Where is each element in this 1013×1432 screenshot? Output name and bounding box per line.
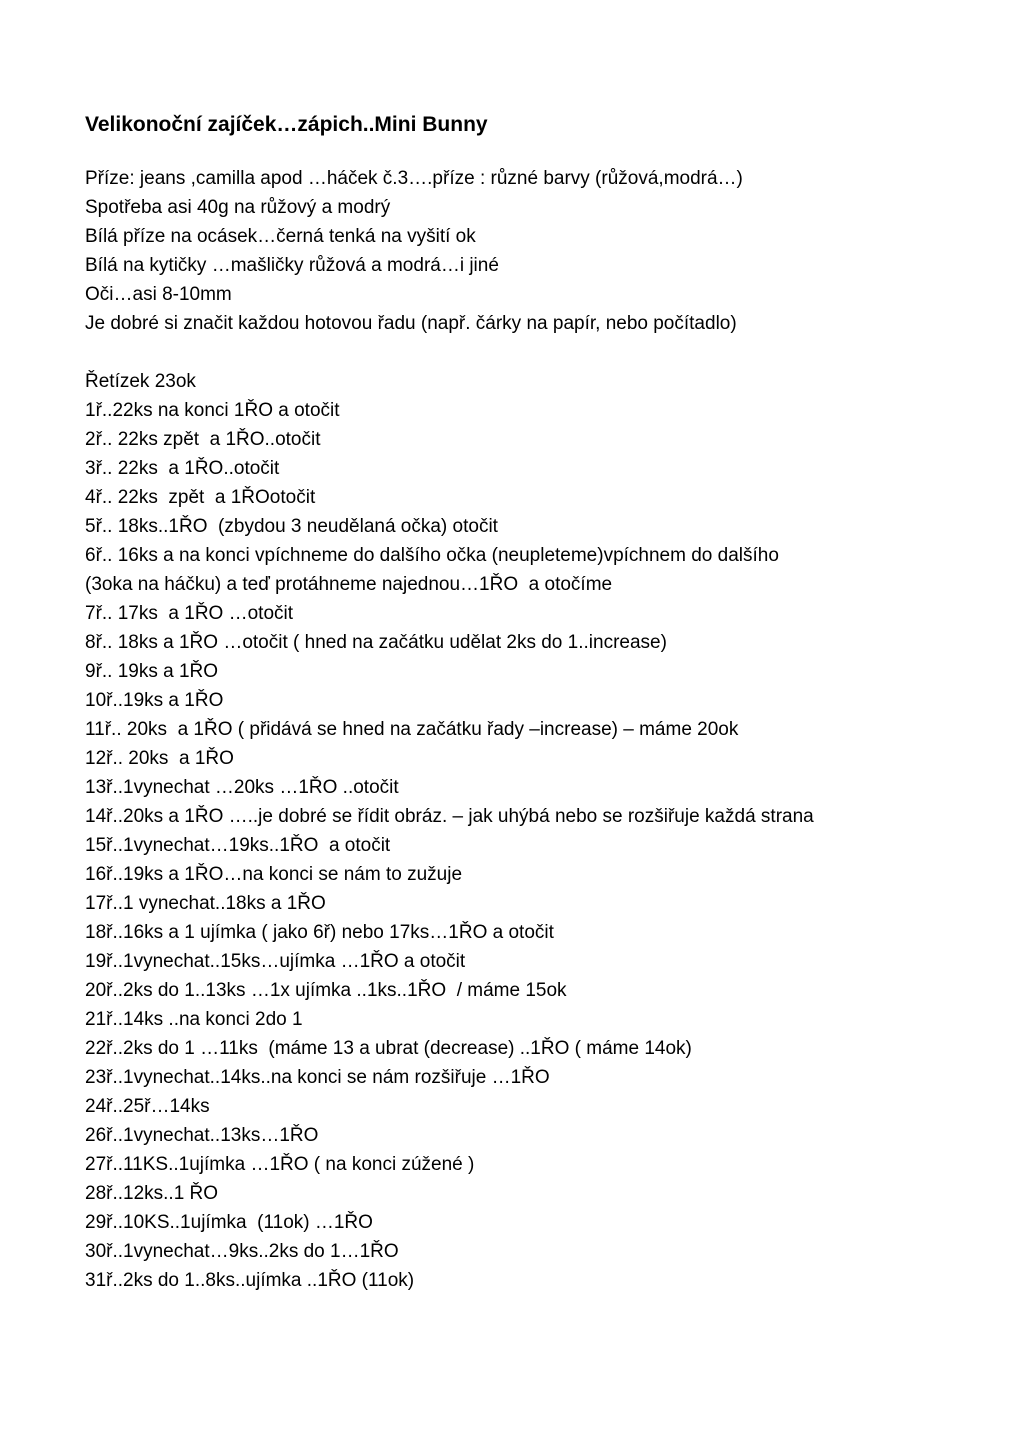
pattern-row: 1ř..22ks na konci 1ŘO a otočit — [85, 400, 340, 421]
pattern-row: 16ř..19ks a 1ŘO…na konci se nám to zužuje — [85, 864, 463, 885]
pattern-row: 22ř..2ks do 1 …11ks (máme 13 a ubrat (decrease) ..1ŘO ( máme 14ok) — [85, 1038, 692, 1059]
pattern-row: 8ř.. 18ks a 1ŘO …otočit ( hned na začátku udělat 2ks do 1..increase) — [85, 632, 667, 653]
pattern-row: 19ř..1vynechat..15ks…ujímka …1ŘO a otočit — [85, 951, 466, 972]
pattern-row: 12ř.. 20ks a 1ŘO — [85, 748, 234, 769]
pattern-row: 23ř..1vynechat..14ks..na konci se nám rozšiřuje …1ŘO — [85, 1067, 550, 1088]
pattern-row: 9ř.. 19ks a 1ŘO — [85, 661, 219, 682]
materials-line: Spotřeba asi 40g na růžový a modrý — [85, 197, 391, 218]
pattern-row: 31ř..2ks do 1..8ks..ujímka ..1ŘO (11ok) — [85, 1270, 415, 1291]
pattern-row: 27ř..11KS..1ujímka …1ŘO ( na konci zúžené ) — [85, 1154, 475, 1175]
pattern-row: 15ř..1vynechat…19ks..1ŘO a otočit — [85, 835, 391, 856]
pattern-row: 5ř.. 18ks..1ŘO (zbydou 3 neudělaná očka) otočit — [85, 516, 498, 537]
pattern-row: 11ř.. 20ks a 1ŘO ( přidává se hned na začátku řady –increase) – máme 20ok — [85, 719, 739, 740]
pattern-rows — [85, 367, 985, 1324]
materials-line: Bílá příze na ocásek…černá tenká na vyšití ok — [85, 226, 476, 247]
pattern-row: 21ř..14ks ..na konci 2do 1 — [85, 1009, 303, 1030]
document-title: Velikonoční zajíček…zápich..Mini Bunny — [85, 113, 488, 136]
pattern-row — [85, 1295, 985, 1324]
pattern-row: 26ř..1vynechat..13ks…1ŘO — [85, 1125, 319, 1146]
materials-line: Příze: jeans ,camilla apod …háček č.3….příze : různé barvy (růžová,modrá…) — [85, 168, 743, 189]
pattern-row: 4ř.. 22ks zpět a 1ŘOotočit — [85, 487, 316, 508]
materials-section — [85, 164, 985, 338]
materials-line: Oči…asi 8-10mm — [85, 284, 232, 305]
section-spacer — [85, 338, 985, 367]
materials-line: Je dobré si značit každou hotovou řadu (např. čárky na papír, nebo počítadlo) — [85, 313, 737, 334]
pattern-row: 13ř..1vynechat …20ks …1ŘO ..otočit — [85, 777, 399, 798]
pattern-row: Řetízek 23ok — [85, 371, 196, 392]
pattern-row: 29ř..10KS..1ujímka (11ok) …1ŘO — [85, 1212, 373, 1233]
pattern-row: 18ř..16ks a 1 ujímka ( jako 6ř) nebo 17ks…1ŘO a otočit — [85, 922, 554, 943]
pattern-row: 30ř..1vynechat…9ks..2ks do 1…1ŘO — [85, 1241, 399, 1262]
pattern-row: 6ř.. 16ks a na konci vpíchneme do dalšího očka (neupleteme)vpíchnem do dalšího — [85, 545, 779, 566]
pattern-row: 3ř.. 22ks a 1ŘO..otočit — [85, 458, 280, 479]
document-page — [85, 110, 985, 1324]
pattern-row: 20ř..2ks do 1..13ks …1x ujímka ..1ks..1ŘO / máme 15ok — [85, 980, 567, 1001]
pattern-row: (3oka na háčku) a teď protáhneme najednou…1ŘO a otočíme — [85, 574, 613, 595]
pattern-row: 2ř.. 22ks zpět a 1ŘO..otočit — [85, 429, 321, 450]
pattern-row: 14ř..20ks a 1ŘO …..je dobré se řídit obráz. – jak uhýbá nebo se rozšiřuje každá strana — [85, 806, 814, 827]
pattern-row: 17ř..1 vynechat..18ks a 1ŘO — [85, 893, 326, 914]
materials-line: Bílá na kytičky …mašličky růžová a modrá…i jiné — [85, 255, 499, 276]
pattern-row: 28ř..12ks..1 ŘO — [85, 1183, 219, 1204]
pattern-row: 24ř..25ř…14ks — [85, 1096, 210, 1117]
pattern-row: 10ř..19ks a 1ŘO — [85, 690, 224, 711]
pattern-row: 7ř.. 17ks a 1ŘO …otočit — [85, 603, 294, 624]
